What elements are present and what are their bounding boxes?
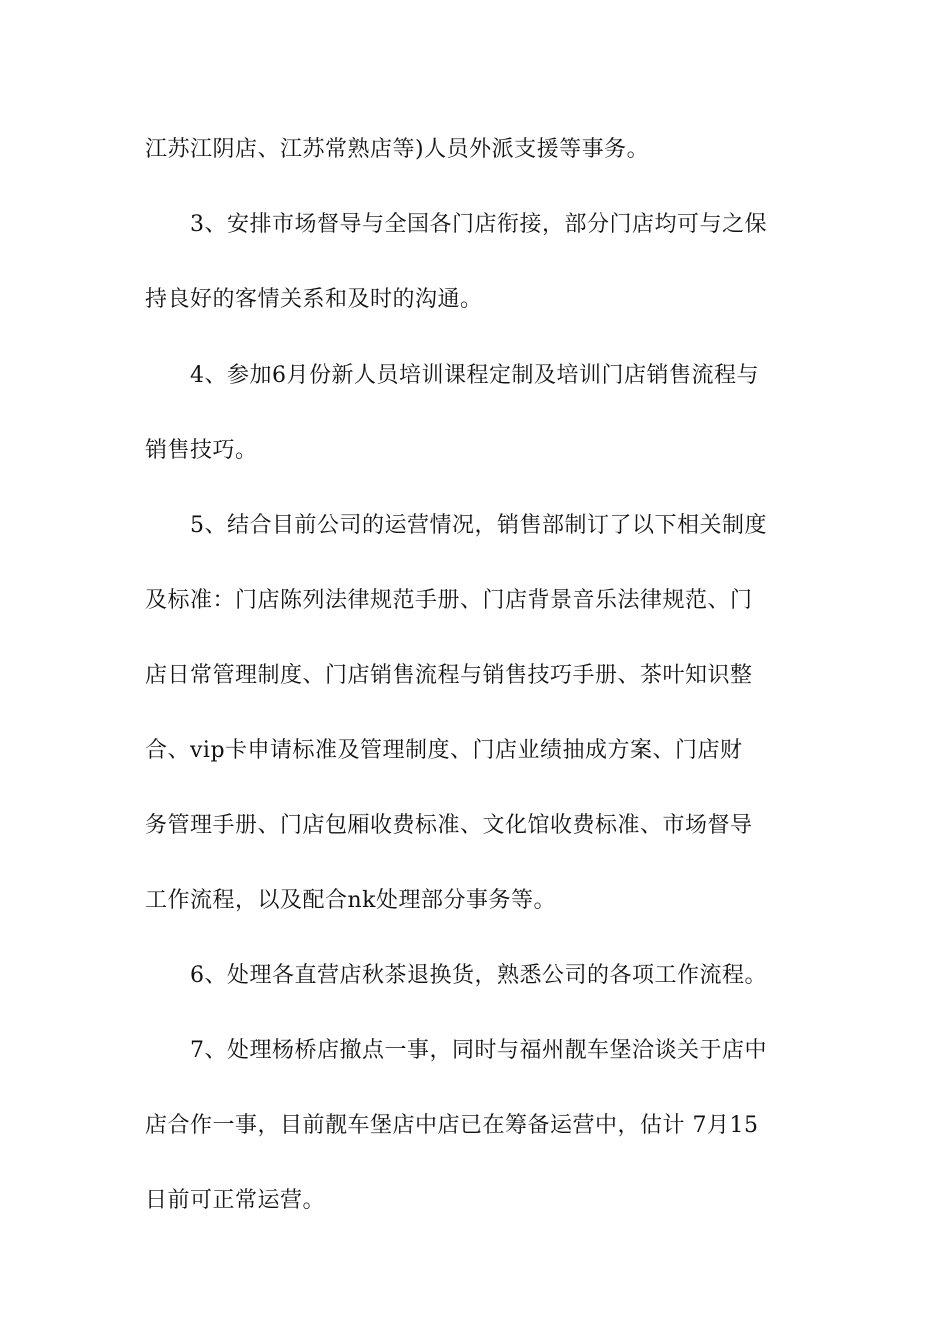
text-line: 务管理手册、门店包厢收费标准、文化馆收费标准、市场督导 bbox=[145, 813, 753, 838]
text-line: 3、安排市场督导与全国各门店衔接，部分门店均可与之保 bbox=[190, 212, 767, 237]
text-line: 6、处理各直营店秋茶退换货，熟悉公司的各项工作流程。 bbox=[190, 963, 767, 988]
text-line: 店日常管理制度、门店销售流程与销售技巧手册、茶叶知识整 bbox=[145, 663, 753, 688]
text-line: 工作流程，以及配合nk处理部分事务等。 bbox=[145, 888, 557, 913]
text-line: 江苏江阴店、江苏常熟店等)人员外派支援等事务。 bbox=[145, 137, 650, 162]
text-line: 及标准：门店陈列法律规范手册、门店背景音乐法律规范、门 bbox=[145, 588, 753, 613]
text-line: 5、结合目前公司的运营情况，销售部制订了以下相关制度 bbox=[190, 513, 767, 538]
text-line: 合、vip卡申请标准及管理制度、门店业绩抽成方案、门店财 bbox=[145, 738, 743, 763]
text-line: 销售技巧。 bbox=[145, 438, 258, 463]
text-line: 持良好的客情关系和及时的沟通。 bbox=[145, 287, 483, 312]
text-line: 4、参加6月份新人员培训课程定制及培训门店销售流程与 bbox=[190, 363, 759, 388]
text-line: 7、处理杨桥店撤点一事，同时与福州靓车堡洽谈关于店中 bbox=[190, 1038, 767, 1063]
text-line: 日前可正常运营。 bbox=[145, 1188, 326, 1213]
text-line: 店合作一事，目前靓车堡店中店已在筹备运营中，估计 7月15 bbox=[145, 1113, 759, 1138]
